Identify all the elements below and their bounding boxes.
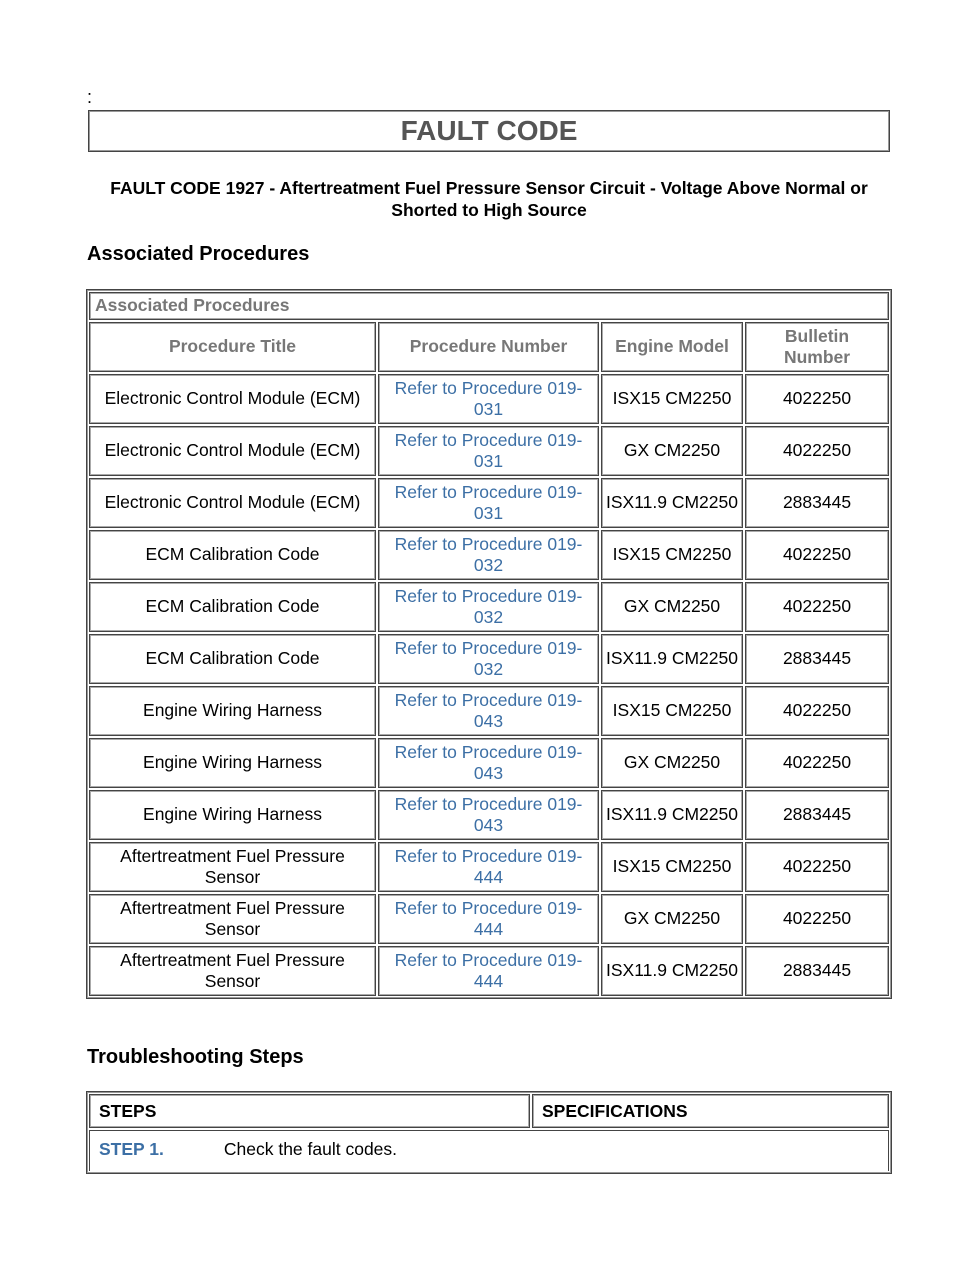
procedure-title-cell: Engine Wiring Harness xyxy=(89,738,376,788)
bulletin-number-cell: 4022250 xyxy=(745,426,889,476)
bulletin-number-cell: 4022250 xyxy=(745,582,889,632)
bulletin-number-cell: 2883445 xyxy=(745,790,889,840)
bulletin-number-cell: 4022250 xyxy=(745,686,889,736)
engine-model-cell: ISX11.9 CM2250 xyxy=(601,790,743,840)
engine-model-cell: ISX11.9 CM2250 xyxy=(601,946,743,996)
engine-model-cell: GX CM2250 xyxy=(601,426,743,476)
table-row xyxy=(89,894,889,944)
procedure-number-link[interactable]: Refer to Procedure 019-043 xyxy=(378,738,599,788)
procedure-number-link[interactable]: Refer to Procedure 019-444 xyxy=(378,894,599,944)
page-bottom-cutoff xyxy=(0,1176,979,1276)
procedure-title-cell: ECM Calibration Code xyxy=(89,634,376,684)
table-row xyxy=(89,738,889,788)
page-header: FAULT CODE xyxy=(400,115,578,146)
engine-model-cell: ISX11.9 CM2250 xyxy=(601,634,743,684)
table-row xyxy=(89,790,889,840)
table-row xyxy=(89,426,889,476)
engine-model-cell: ISX15 CM2250 xyxy=(601,842,743,892)
table-row xyxy=(89,582,889,632)
table-row xyxy=(89,530,889,580)
column-header-bulletin-number: Bulletin Number xyxy=(745,322,889,372)
bulletin-number-cell: 4022250 xyxy=(745,894,889,944)
table-row xyxy=(89,634,889,684)
table-row xyxy=(89,842,889,892)
associated-procedures-table xyxy=(86,289,892,999)
procedure-number-link[interactable]: Refer to Procedure 019-031 xyxy=(378,426,599,476)
procedure-number-link[interactable]: Refer to Procedure 019-031 xyxy=(378,374,599,424)
procedure-title-cell: ECM Calibration Code xyxy=(89,582,376,632)
bulletin-number-cell: 4022250 xyxy=(745,738,889,788)
procedure-title-cell: Electronic Control Module (ECM) xyxy=(89,374,376,424)
step-link[interactable]: STEP 1. xyxy=(99,1139,164,1159)
procedure-title-cell: Engine Wiring Harness xyxy=(89,790,376,840)
column-header-specifications: SPECIFICATIONS xyxy=(532,1094,889,1128)
procedure-number-link[interactable]: Refer to Procedure 019-043 xyxy=(378,686,599,736)
procedure-title-cell: ECM Calibration Code xyxy=(89,530,376,580)
procedure-title-cell: Engine Wiring Harness xyxy=(89,686,376,736)
engine-model-cell: ISX15 CM2250 xyxy=(601,530,743,580)
steps-header-row xyxy=(89,1094,889,1128)
page-prefix: : xyxy=(87,87,93,107)
step-text: Check the fault codes. xyxy=(223,1139,398,1159)
fault-code-title: FAULT CODE 1927 - Aftertreatment Fuel Pressure Sensor Circuit - Voltage Above Normal or Shorted to High Source xyxy=(110,178,868,220)
table-caption: Associated Procedures xyxy=(89,292,889,320)
procedure-number-link[interactable]: Refer to Procedure 019-032 xyxy=(378,530,599,580)
procedure-number-link[interactable]: Refer to Procedure 019-444 xyxy=(378,842,599,892)
associated-procedures-heading: Associated Procedures xyxy=(87,243,310,265)
table-row xyxy=(89,946,889,996)
procedure-title-cell: Aftertreatment Fuel Pressure Sensor xyxy=(89,842,376,892)
engine-model-cell: GX CM2250 xyxy=(601,582,743,632)
column-header-procedure-number: Procedure Number xyxy=(378,322,599,372)
table-row xyxy=(89,686,889,736)
bulletin-number-cell: 2883445 xyxy=(745,634,889,684)
engine-model-cell: GX CM2250 xyxy=(601,738,743,788)
step-cell xyxy=(89,1130,889,1171)
procedure-title-cell: Aftertreatment Fuel Pressure Sensor xyxy=(89,894,376,944)
page-header-box xyxy=(88,110,890,152)
bulletin-number-cell: 2883445 xyxy=(745,478,889,528)
procedure-number-link[interactable]: Refer to Procedure 019-032 xyxy=(378,582,599,632)
procedure-title-cell: Electronic Control Module (ECM) xyxy=(89,426,376,476)
column-header-engine-model: Engine Model xyxy=(601,322,743,372)
engine-model-cell: ISX15 CM2250 xyxy=(601,686,743,736)
engine-model-cell: ISX15 CM2250 xyxy=(601,374,743,424)
procedure-title-cell: Electronic Control Module (ECM) xyxy=(89,478,376,528)
bulletin-number-cell: 4022250 xyxy=(745,530,889,580)
procedure-number-link[interactable]: Refer to Procedure 019-031 xyxy=(378,478,599,528)
procedure-number-link[interactable]: Refer to Procedure 019-444 xyxy=(378,946,599,996)
column-header-procedure-title: Procedure Title xyxy=(89,322,376,372)
step-row xyxy=(89,1130,889,1171)
bulletin-number-cell: 4022250 xyxy=(745,374,889,424)
engine-model-cell: ISX11.9 CM2250 xyxy=(601,478,743,528)
troubleshooting-steps-heading: Troubleshooting Steps xyxy=(87,1046,304,1068)
bulletin-number-cell: 4022250 xyxy=(745,842,889,892)
engine-model-cell: GX CM2250 xyxy=(601,894,743,944)
column-header-steps: STEPS xyxy=(89,1094,530,1128)
table-header-row xyxy=(89,322,889,372)
procedure-title-cell: Aftertreatment Fuel Pressure Sensor xyxy=(89,946,376,996)
bulletin-number-cell: 2883445 xyxy=(745,946,889,996)
table-row xyxy=(89,478,889,528)
troubleshooting-table xyxy=(86,1091,892,1174)
procedure-number-link[interactable]: Refer to Procedure 019-043 xyxy=(378,790,599,840)
table-row xyxy=(89,374,889,424)
procedure-number-link[interactable]: Refer to Procedure 019-032 xyxy=(378,634,599,684)
